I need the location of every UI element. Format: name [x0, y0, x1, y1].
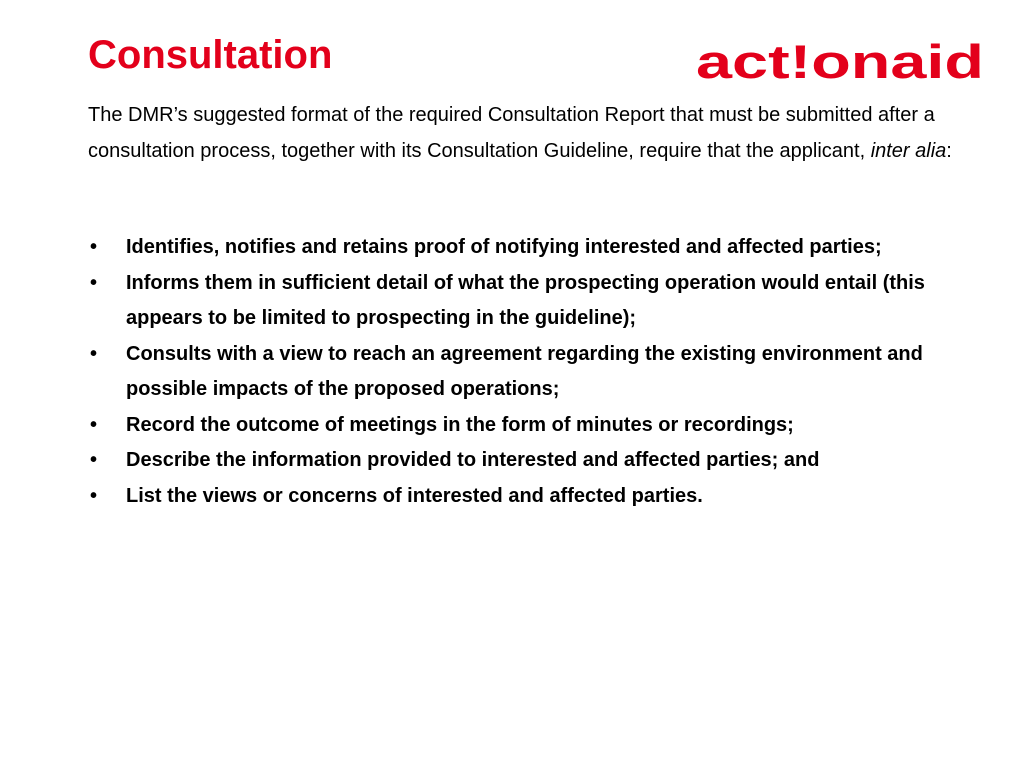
bullet-item [88, 337, 978, 408]
intro-paragraph [88, 98, 968, 169]
bullet-text: Record the outcome of meetings in the form of minutes or recordings; [126, 413, 794, 436]
bullet-item [88, 443, 978, 479]
bullet-item [88, 479, 978, 515]
logo-wordmark: act!onaid [696, 40, 984, 86]
bullet-text: List the views or concerns of interested and affected parties. [126, 484, 703, 507]
bullet-text: Informs them in sufficient detail of what the prospecting operation would entail (this appears to be limited to prospecting in the guideline); [126, 271, 925, 329]
intro-text: The DMR’s suggested format of the required Consultation Report that must be submitted after a consultation process, together with its Consultation Guideline, require that the applicant, [88, 104, 935, 162]
bullet-item [88, 266, 978, 337]
bullet-icon: • [90, 236, 98, 258]
bullet-icon: • [90, 342, 98, 365]
actionaid-logo [696, 40, 984, 86]
bullet-item [88, 408, 978, 444]
bullet-text: Identifies, notifies and retains proof of notifying interested and affected parties; [126, 236, 882, 258]
bullet-icon: • [90, 271, 98, 294]
intro-emphasis: inter alia [870, 139, 947, 162]
bullet-icon: • [90, 484, 98, 507]
bullet-list [88, 230, 978, 514]
bullet-text: Describe the information provided to interested and affected parties; and [126, 449, 820, 471]
bullet-item [88, 230, 978, 266]
slide-title: Consultation [88, 33, 333, 77]
bullet-icon: • [90, 413, 98, 436]
bullet-icon: • [90, 449, 98, 471]
intro-suffix: : [946, 139, 952, 162]
bullet-text: Consults with a view to reach an agreement regarding the existing environment and possible impacts of the proposed operations; [126, 342, 923, 400]
